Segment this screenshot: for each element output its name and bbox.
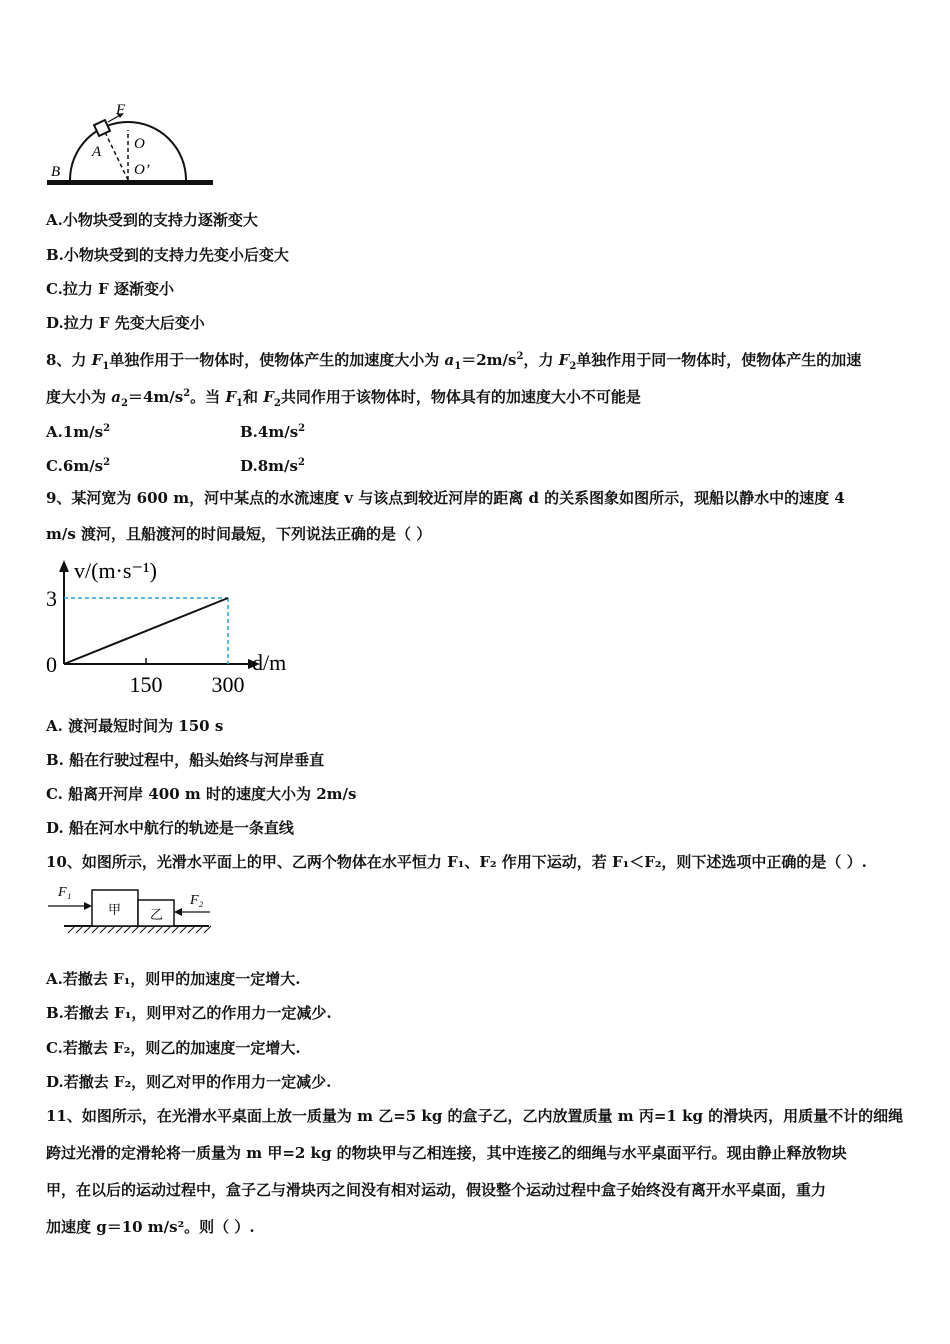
q7-option-c: C.拉力 F 逐渐变小	[46, 280, 174, 298]
block	[94, 120, 110, 136]
two-blocks-figure	[44, 878, 214, 938]
q10-option-d: D.若撤去 F₂，则乙对甲的作用力一定减少.	[46, 1073, 332, 1091]
y-tick-label-3: 3	[46, 586, 57, 611]
label-Oprime: O’	[134, 162, 150, 178]
q11-stem-line1: 11、如图所示，在光滑水平桌面上放一质量为 m 乙=5 kg 的盒子乙，乙内放置质量 m 丙=1 kg 的滑块丙，用质量不计的细绳	[46, 1107, 904, 1125]
ground-line	[47, 180, 213, 185]
x-tick-label-150: 150	[129, 672, 163, 697]
label-O: O	[134, 136, 145, 152]
q8-option-d: $D.8m/s^2$	[240, 457, 305, 475]
velocity-distance-chart	[40, 552, 310, 700]
q9-option-a: A. 渡河最短时间为 150 s	[46, 717, 224, 735]
y-axis-label: v/(m·s⁻¹)	[74, 558, 157, 583]
q11-stem-line4: 加速度 g＝10 m/s²。则（ ）.	[46, 1218, 255, 1236]
force-f2-arrow-head	[174, 908, 182, 916]
q9-option-b: B. 船在行驶过程中，船头始终与河岸垂直	[46, 751, 325, 769]
q8-option-b: $B.4m/s^2$	[240, 423, 306, 441]
block-jia-label: 甲	[108, 903, 122, 918]
semicircle-figure	[44, 100, 219, 192]
q10-option-a: A.若撤去 F₁，则甲的加速度一定增大.	[46, 970, 301, 988]
label-B: B	[51, 164, 61, 180]
q10-option-b: B.若撤去 F₁，则甲对乙的作用力一定减少.	[46, 1004, 332, 1022]
q9-option-c: C. 船离开河岸 400 m 时的速度大小为 2m/s	[46, 785, 357, 803]
q11-stem-line3: 甲，在以后的运动过程中，盒子乙与滑块丙之间没有相对运动，假设整个运动过程中盒子始终没有离开水平桌面，重力	[46, 1181, 827, 1199]
q7-option-a: A.小物块受到的支持力逐渐变大	[46, 211, 258, 229]
origin-label: 0	[46, 652, 57, 677]
q9-stem-line2: m/s 渡河，且船渡河的时间最短，下列说法正确的是（ ）	[46, 525, 432, 543]
force-f1-arrow-head	[84, 902, 92, 910]
block-yi-label: 乙	[150, 908, 164, 923]
q8-option-c: $C.6m/s^2$	[46, 457, 111, 475]
x-tick-label-300: 300	[211, 672, 245, 697]
floor-hatch	[68, 926, 211, 933]
label-F: F	[116, 102, 126, 118]
label-A: A	[92, 144, 102, 160]
q7-option-d: D.拉力 F 先变大后变小	[46, 314, 205, 332]
force-f2-label: F₂	[190, 893, 204, 908]
force-f1-label: F₁	[58, 885, 72, 900]
q8-stem-line1: 8、力 $F_1$单独作用于一物体时，使物体产生的加速度大小为 $a_1=2m/s^2$，力 $F_2$单独作用于同一物体时，使物体产生的加速	[46, 351, 862, 372]
q7-option-b: B.小物块受到的支持力先变小后变大	[46, 246, 289, 264]
q9-option-d: D. 船在河水中航行的轨迹是一条直线	[46, 819, 294, 837]
q8-option-a: $A.1m/s^2$	[46, 423, 111, 441]
series-line	[64, 598, 228, 664]
q8-stem-line2: 度大小为 $a_2=4m/s^2$。当 $F_1$和 $F_2$共同作用于该物体时，物体具有的加速度大小不可能是	[46, 388, 641, 409]
y-axis-arrow	[59, 560, 69, 572]
q11-stem-line2: 跨过光滑的定滑轮将一质量为 m 甲=2 kg 的物块甲与乙相连接，其中连接乙的细绳与水平桌面平行。现由静止释放物块	[46, 1144, 847, 1162]
radius-dashed	[104, 130, 128, 180]
q10-option-c: C.若撤去 F₂，则乙的加速度一定增大.	[46, 1039, 301, 1057]
q10-stem: 10、如图所示，光滑水平面上的甲、乙两个物体在水平恒力 F₁、F₂ 作用下运动，若 F₁＜F₂，则下述选项中正确的是（ ）.	[46, 853, 867, 871]
x-axis-label: d/m	[252, 650, 287, 675]
q9-stem-line1: 9、某河宽为 600 m，河中某点的水流速度 v 与该点到较近河岸的距离 d 的关系图象如图所示，现船以静水中的速度 4	[46, 489, 845, 507]
